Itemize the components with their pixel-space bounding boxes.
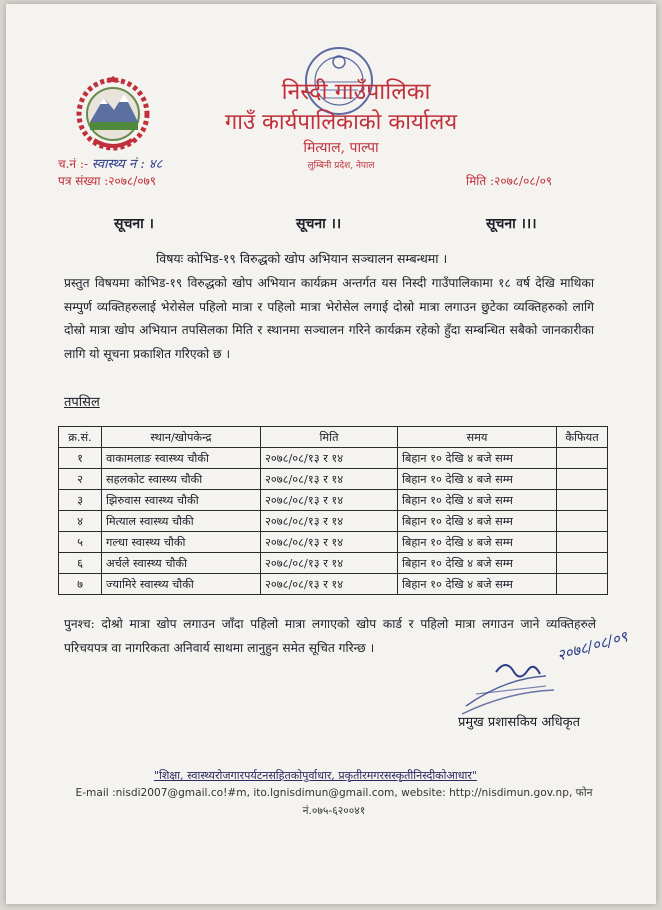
col-time: समय	[398, 427, 557, 448]
schedule-heading: तपसिल	[64, 395, 100, 410]
col-date: मिति	[261, 427, 398, 448]
municipality-motto: "शिक्षा, स्वास्थ्यरोजगारपर्यटनसहितकोपुर्वाधार, प्रकृतीरमगरसस्कृतीनिस्दीकोआधार"	[154, 769, 477, 782]
col-remarks: कैफियत	[557, 427, 608, 448]
notice-heading-2: सूचना ।।	[296, 216, 342, 232]
col-place: स्थान/खोपकेन्द्र	[102, 427, 261, 448]
document-date: मिति :२०७८/०८/०९	[466, 174, 553, 188]
office-location: मित्याल, पाल्पा	[303, 140, 379, 156]
officer-title: प्रमुख प्रशासकिय अधिकृत	[458, 715, 581, 730]
patra-sankhya: पत्र संख्या :२०७८/०७९	[58, 174, 157, 188]
table-row: ६ अर्चले स्वास्थ्य चौकी २०७८/०८/१३ र १४ बिहान १० देखि ४ बजे सम्म	[59, 553, 608, 574]
table-row: ७ ज्यामिरे स्वास्थ्य चौकी २०७८/०८/१३ र १४ बिहान १० देखि ४ बजे सम्म	[59, 574, 608, 595]
table-row: ५ गल्धा स्वास्थ्य चौकी २०७८/०८/१३ र १४ बिहान १० देखि ४ बजे सम्म	[59, 532, 608, 553]
table-row: ३ झिरुवास स्वास्थ्य चौकी २०७८/०८/१३ र १४ बिहान १० देखि ४ बजे सम्म	[59, 490, 608, 511]
postscript-note: पुनश्च: दोश्रो मात्रा खोप लगाउन जाँदा पहिलो मात्रा लगाएको खोप कार्ड र पहिलो मात्रा लगाउन जाने व्यक्तिहरुले परिचयपत्र वा नागरिकता अनिवार्य साथमा लानुहुन समेत सूचित गरिन्छ ।	[64, 617, 596, 655]
table-row: १ वाकामलाङ स्वास्थ्य चौकी २०७८/०८/१३ र १४ बिहान १० देखि ४ बजे सम्म	[59, 448, 608, 469]
nepal-emblem-icon	[68, 74, 158, 154]
schedule-header-row	[59, 427, 608, 448]
schedule-table	[58, 426, 608, 595]
contact-footer: E-mail :nisdi2007@gmail.co!#m, ito.lgnisdimun@gmail.com, website: http://nisdimun.gov.np, फोन नं.०७५-६२००४१	[75, 787, 593, 817]
chalani-value: स्वास्थ्य नं : ४८	[91, 157, 163, 172]
notice-body: प्रस्तुत विषयमा कोभिड-१९ विरुद्धको खोप अभियान कार्यक्रम अन्तर्गत यस निस्दी गाउँपालिकामा १८ वर्ष देखि माथिका सम्पुर्ण व्यक्तिहरुलाई भेरोसेल पहिलो मात्रा र पहिलो मात्रा भेरोसेल लगाई दोस्रो मात्रा लगाउन छुटेका व्यक्तिहरुको लागि दोस्रो मात्रा खोप अभियान तपसिलका मिति र स्थानमा सञ्चालन गरिने कार्यक्रम रहेको हुँदा सम्बन्धित सबैको जानकारीका लागि यो सूचना प्रकाशित गरिएको छ ।	[64, 276, 594, 361]
notice-heading-3: सूचना ।।।	[486, 216, 537, 232]
table-row: २ सहलकोट स्वास्थ्य चौकी २०७८/०८/१३ र १४ बिहान १० देखि ४ बजे सम्म	[59, 469, 608, 490]
document-page	[6, 4, 656, 904]
municipality-name: निस्दी गाउँपालिका	[281, 79, 431, 105]
notice-heading-1: सूचना ।	[114, 216, 154, 232]
office-name: गाउँ कार्यपालिकाको कार्यालय	[224, 110, 458, 135]
col-sn: क्र.सं.	[59, 427, 102, 448]
signature-date: २०७८/०८/०९	[554, 627, 630, 665]
notice-subject: विषयः कोभिड-१९ विरुद्धको खोप अभियान सञ्चालन सम्बन्धमा ।	[156, 251, 448, 266]
office-province: लुम्बिनी प्रदेश, नेपाल	[307, 161, 375, 171]
chalani-number	[58, 154, 162, 172]
chalani-label: च.नं :-	[58, 157, 89, 171]
table-row: ४ मित्याल स्वास्थ्य चौकी २०७८/०८/१३ र १४ बिहान १० देखि ४ बजे सम्म	[59, 511, 608, 532]
